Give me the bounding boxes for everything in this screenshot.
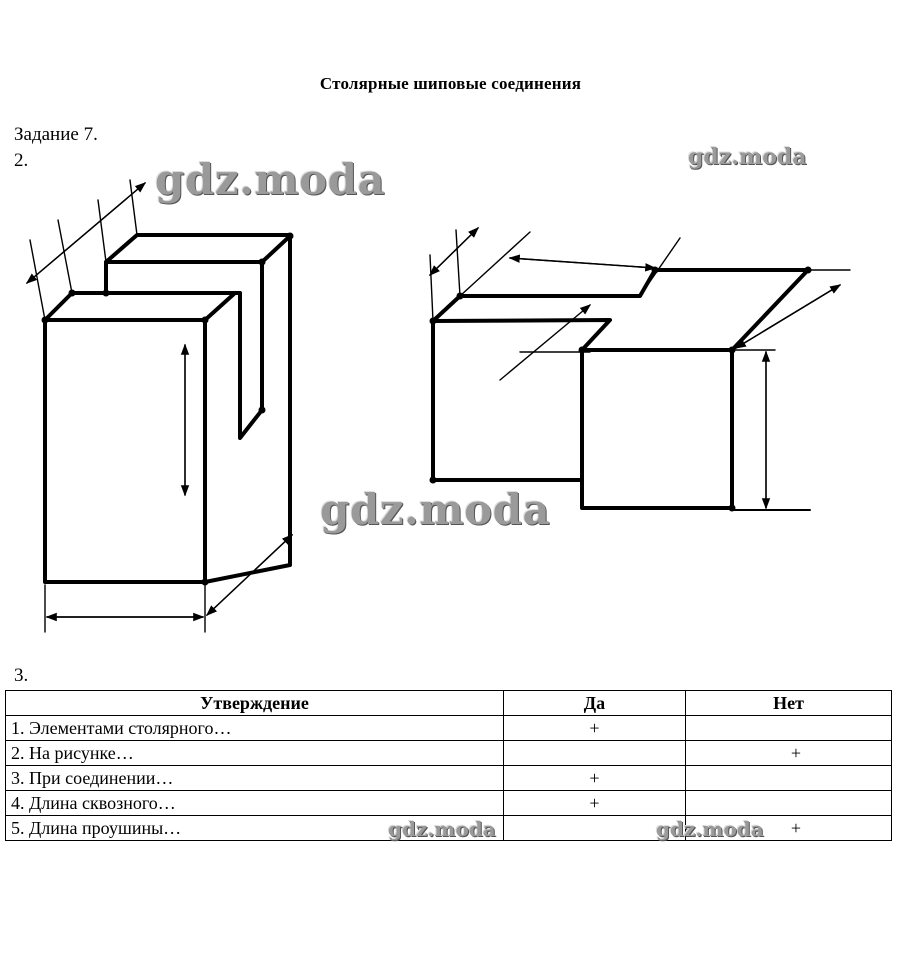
table-row	[6, 791, 892, 816]
part-2-label: 2.	[14, 150, 29, 171]
yes-cell: +	[504, 716, 686, 741]
header-no: Нет	[686, 691, 892, 716]
statement-cell: 1. Элементами столярного…	[6, 716, 504, 741]
table-header-row	[6, 691, 892, 716]
statement-cell: 3. При соединении…	[6, 766, 504, 791]
yes-cell: +	[504, 766, 686, 791]
tenon-part-drawing	[27, 180, 293, 632]
no-cell: +	[686, 816, 892, 841]
header-yes: Да	[504, 691, 686, 716]
yes-cell: +	[504, 791, 686, 816]
header-statement: Утверждение	[6, 691, 504, 716]
yes-cell	[504, 741, 686, 766]
watermark: gdz.moda	[388, 817, 496, 841]
mortise-part-drawing	[430, 228, 850, 511]
statement-cell: 5. Длина проушины…	[6, 816, 504, 841]
table-row	[6, 766, 892, 791]
watermark: gdz.moda	[155, 155, 386, 204]
no-cell	[686, 766, 892, 791]
table-row	[6, 741, 892, 766]
no-cell: +	[686, 741, 892, 766]
watermark: gdz.moda	[320, 485, 551, 534]
task-label: Задание 7.	[14, 124, 98, 145]
statement-cell: 2. На рисунке…	[6, 741, 504, 766]
part-3-label: 3.	[14, 665, 29, 686]
watermark: gdz.moda	[688, 144, 807, 170]
table-row	[6, 716, 892, 741]
page-title: Столярные шиповые соединения	[319, 74, 582, 93]
watermark: gdz.moda	[656, 817, 764, 841]
statement-cell: 4. Длина сквозного…	[6, 791, 504, 816]
no-cell	[686, 716, 892, 741]
no-cell	[686, 791, 892, 816]
